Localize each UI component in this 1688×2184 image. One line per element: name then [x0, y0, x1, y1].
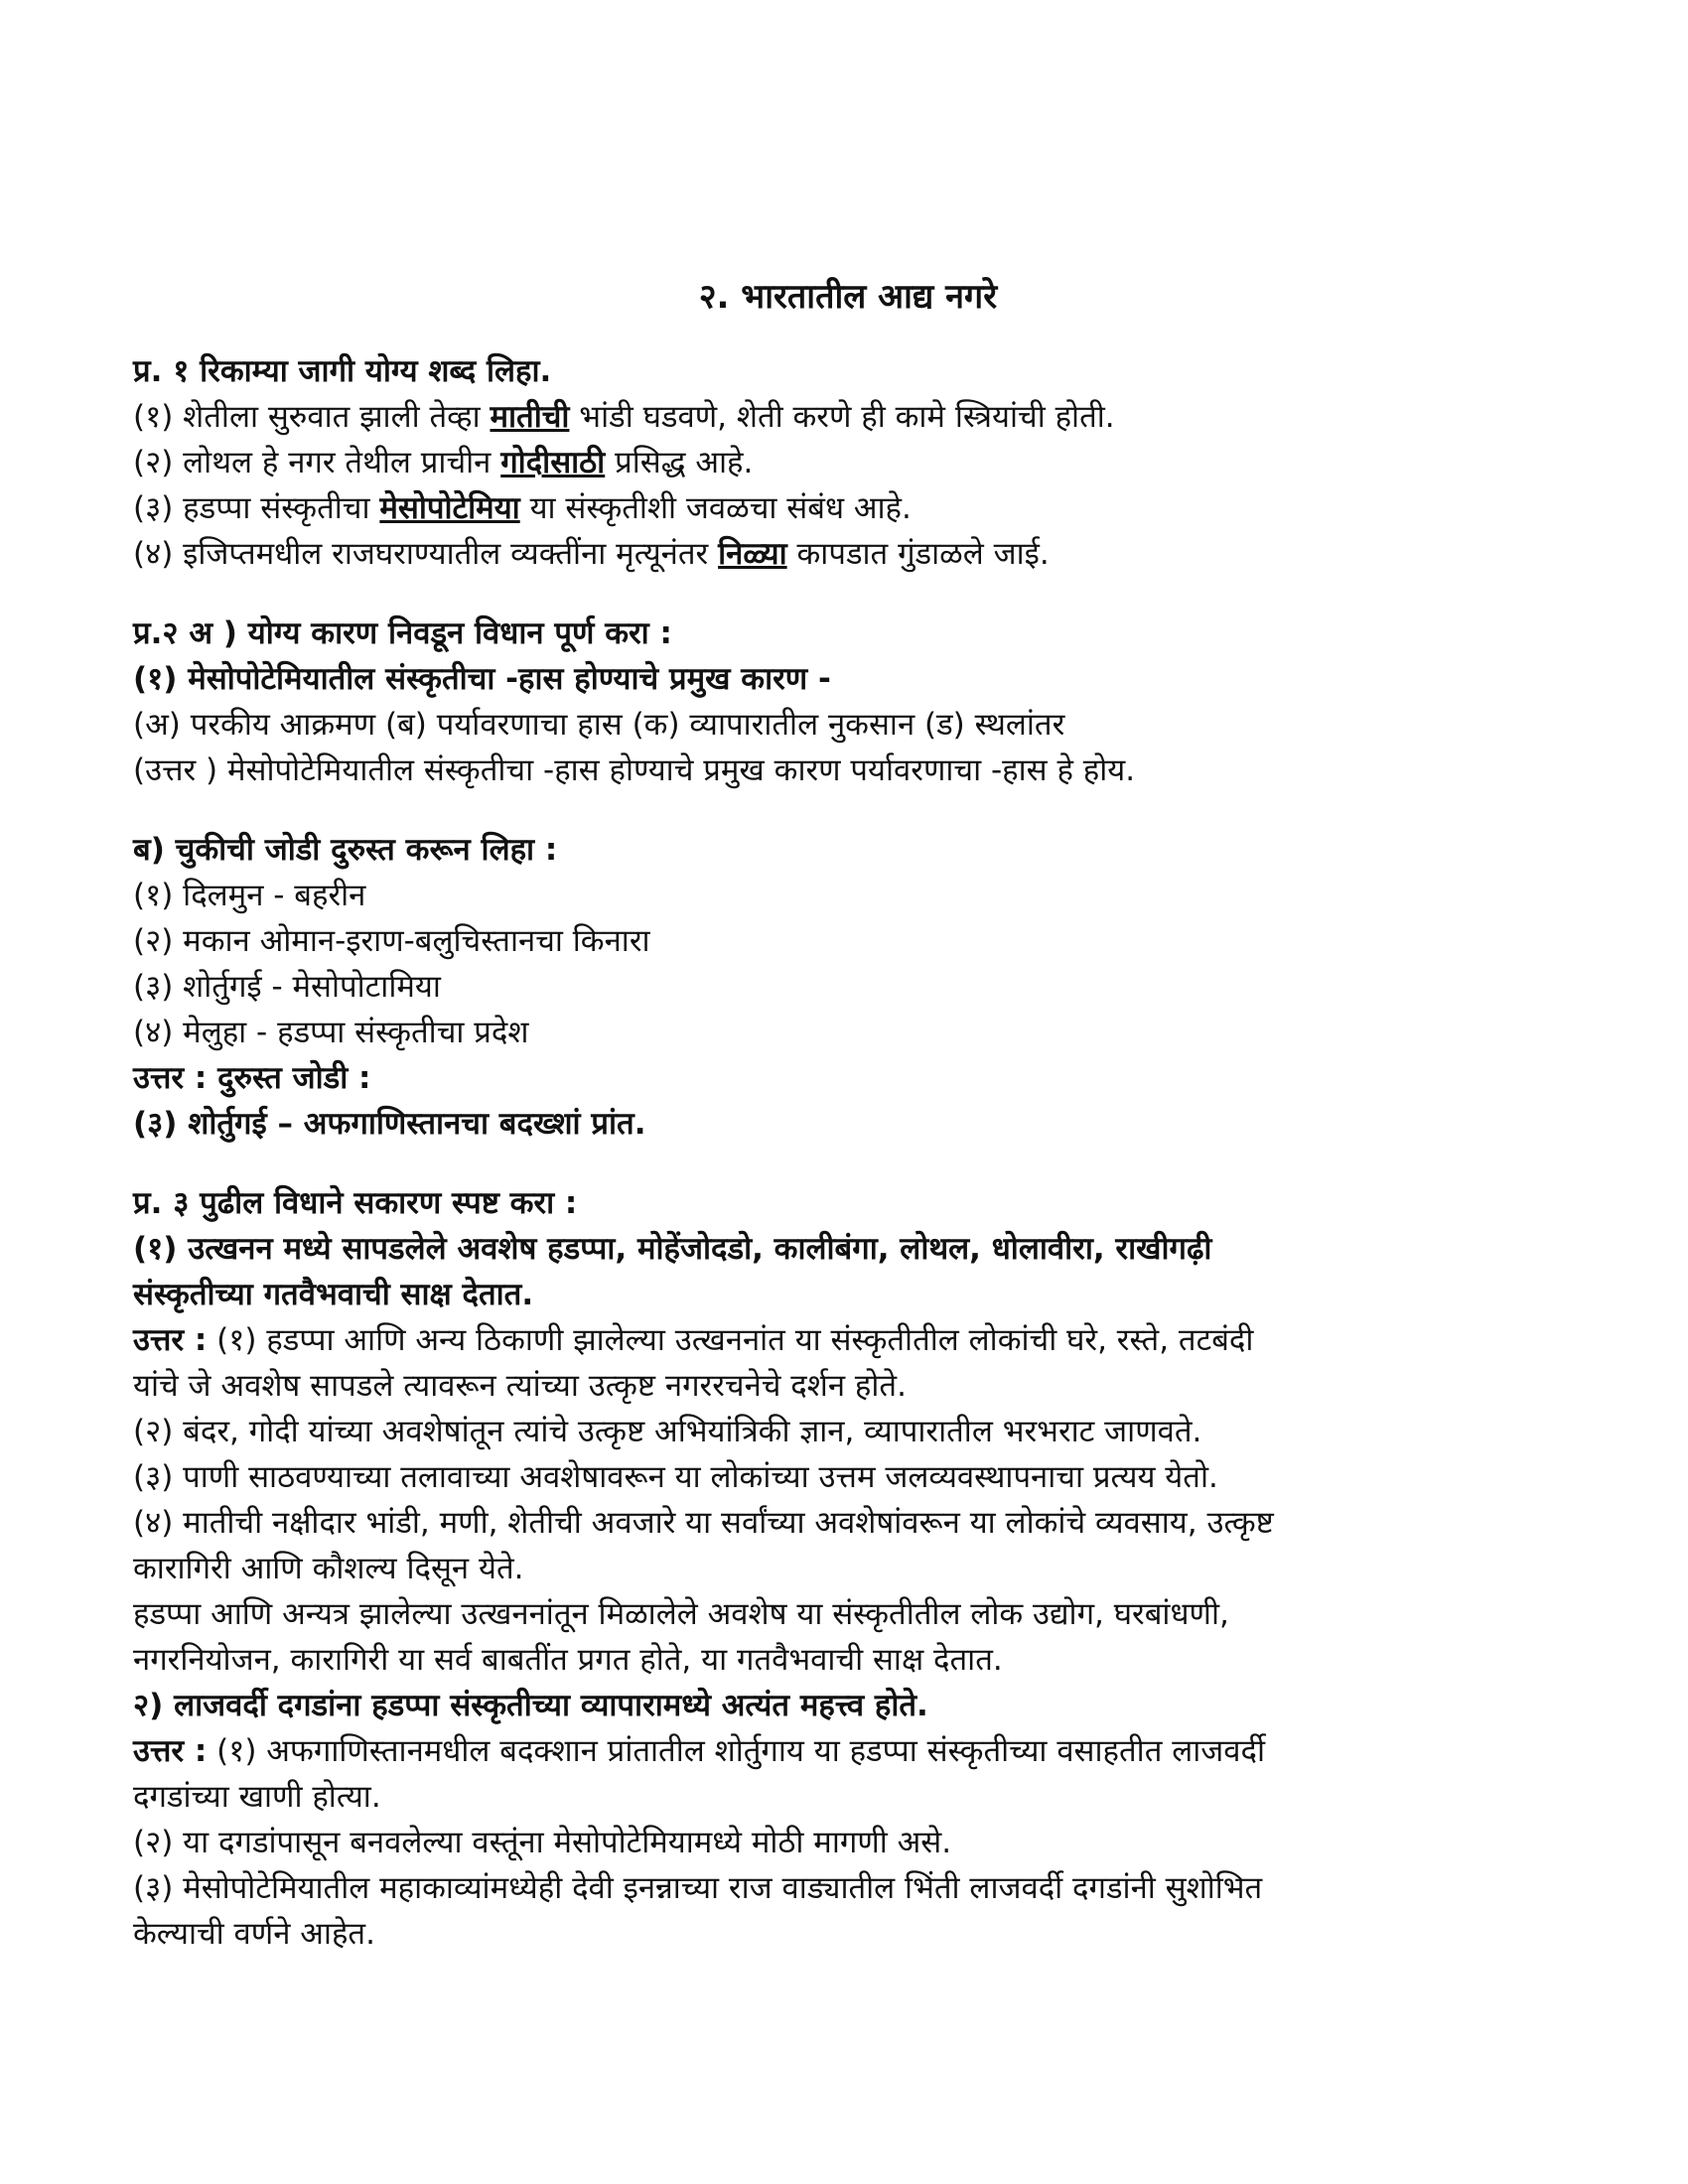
q2b-item-2: (२) मकान ओमान-इराण-बलुचिस्तानचा किनारा — [133, 923, 650, 959]
q3-statement-1-line-1: (१) उत्खनन मध्ये सापडलेले अवशेष हडप्पा, मोहेंजोदडो, कालीबंगा, लोथल, धोलावीरा, राखीगढ़ी — [133, 1231, 1212, 1267]
q1-item-4-pre: (४) इजिप्तमधील राजघराण्यातील व्यक्तींना मृत्यूनंतर — [133, 536, 719, 572]
q1-item-2 — [133, 441, 753, 482]
q3-s2-answer-3-line-1: (३) मेसोपोटेमियातील महाकाव्यांमध्येही देवी इनन्नाच्या राज वाड्यातील भिंती लाजवर्दी दगडांनी सुशोभित — [133, 1870, 1263, 1906]
q1-item-1-answer: मातीची — [490, 399, 570, 435]
q1-item-1-post: भांडी घडवणे, शेती करणे ही कामे स्त्रियांची होती. — [569, 399, 1115, 435]
q3-s1-answer-4-line-2: कारागिरी आणि कौशल्य दिसून येते. — [133, 1551, 524, 1586]
q1-item-2-pre: (२) लोथल हे नगर तेथील प्राचीन — [133, 445, 501, 480]
q1-item-3 — [133, 486, 912, 528]
answer-label: उत्तर : — [133, 1733, 208, 1769]
q1-item-4-post: कापडात गुंडाळले जाई. — [786, 536, 1050, 572]
q1-item-3-answer: मेसोपोटेमिया — [379, 490, 520, 526]
q3-s1-answer-2: (२) बंदर, गोदी यांच्या अवशेषांतून त्यांचे उत्कृष्ट अभियांत्रिकी ज्ञान, व्यापारातील भरभराट जाणवते. — [133, 1414, 1202, 1449]
q1-item-1 — [133, 395, 1115, 437]
q3-s1-answer-1-line-2: यांचे जे अवशेष सापडले त्यावरून त्यांच्या उत्कृष्ट नगररचनेचे दर्शन होते. — [133, 1368, 907, 1404]
q2b-item-4: (४) मेलुहा - हडप्पा संस्कृतीचा प्रदेश — [133, 1015, 529, 1050]
q2b-item-3: (३) शोर्तुगई - मेसोपोटामिया — [133, 969, 441, 1005]
q2a-answer: (उत्तर ) मेसोपोटेमियातील संस्कृतीचा -हास होण्याचे प्रमुख कारण पर्यावरणाचा -हास हे होय. — [133, 752, 1136, 788]
q1-heading: प्र. १ रिकाम्या जागी योग्य शब्द लिहा. — [133, 353, 552, 389]
q2b-answer-label: उत्तर : दुरुस्त जोडी : — [133, 1060, 371, 1096]
answer-text: (१) अफगाणिस्तानमधील बदक्शान प्रांतातील शोर्तुगाय या हडप्पा संस्कृतीच्या वसाहतीत लाजवर्दी — [207, 1733, 1265, 1769]
q2a-options: (अ) परकीय आक्रमण (ब) पर्यावरणाचा हास (क) व्यापारातील नुकसान (ड) स्थलांतर — [133, 707, 1065, 743]
q1-item-4-answer: निळ्या — [718, 536, 787, 572]
q3-statement-1-line-2: संस्कृतीच्या गतवैभवाची साक्ष देतात. — [133, 1277, 534, 1312]
q1-item-2-answer: गोदीसाठी — [500, 445, 606, 480]
q2a-subquestion: (१) मेसोपोटेमियातील संस्कृतीचा -हास होण्याचे प्रमुख कारण - — [133, 661, 831, 697]
q2b-heading: ब) चुकीची जोडी दुरुस्त करून लिहा : — [133, 832, 558, 868]
q1-item-3-pre: (३) हडप्पा संस्कृतीचा — [133, 490, 380, 526]
q3-s1-answer-1-line-1 — [133, 1318, 1253, 1360]
q3-s2-answer-2: (२) या दगडांपासून बनवलेल्या वस्तूंना मेसोपोटेमियामध्ये मोठी मागणी असे. — [133, 1825, 952, 1860]
q1-item-2-post: प्रसिद्ध आहे. — [605, 445, 754, 480]
q3-s1-answer-4-line-1: (४) मातीची नक्षीदार भांडी, मणी, शेतीची अवजारे या सर्वांच्या अवशेषांवरून या लोकांचे व्यवसाय, उत्कृष्ट — [133, 1505, 1274, 1541]
answer-label: उत्तर : — [133, 1322, 208, 1358]
answer-text: (१) हडप्पा आणि अन्य ठिकाणी झालेल्या उत्खननांत या संस्कृतीतील लोकांची घरे, रस्ते, तटबंदी — [207, 1322, 1254, 1358]
q1-item-3-post: या संस्कृतीशी जवळचा संबंध आहे. — [519, 490, 912, 526]
q1-item-1-pre: (१) शेतीला सुरुवात झाली तेव्हा — [133, 399, 491, 435]
q2a-heading: प्र.२ अ ) योग्य कारण निवडून विधान पूर्ण करा : — [133, 615, 672, 651]
q3-s2-answer-1-line-1 — [133, 1729, 1265, 1771]
q3-s2-answer-3-line-2: केल्याची वर्णने आहेत. — [133, 1916, 375, 1952]
q1-item-4 — [133, 532, 1050, 574]
q3-s1-answer-3: (३) पाणी साठवण्याच्या तलावाच्या अवशेषावरून या लोकांच्या उत्तम जलव्यवस्थापनाचा प्रत्यय येतो. — [133, 1459, 1218, 1495]
q3-s1-summary-line-1: हडप्पा आणि अन्यत्र झालेल्या उत्खननांतून मिळालेले अवशेष या संस्कृतीतील लोक उद्योग, घरबांधणी, — [133, 1596, 1229, 1632]
q3-heading: प्र. ३ पुढील विधाने सकारण स्पष्ट करा : — [133, 1185, 578, 1221]
q3-statement-2: २) लाजवर्दी दगडांना हडप्पा संस्कृतीच्या व्यापारामध्ये अत्यंत महत्त्व होते. — [133, 1688, 928, 1723]
q2b-answer: (३) शोर्तुगई – अफगाणिस्तानचा बदख्शां प्रांत. — [133, 1106, 646, 1142]
q3-s1-summary-line-2: नगरनियोजन, कारागिरी या सर्व बाबतींत प्रगत होते, या गतवैभवाची साक्ष देतात. — [133, 1642, 1003, 1678]
q3-s2-answer-1-line-2: दगडांच्या खाणी होत्या. — [133, 1779, 381, 1815]
q2b-item-1: (१) दिलमुन - बहरीन — [133, 878, 366, 913]
chapter-title: २. भारतातील आद्य नगरे — [698, 277, 998, 317]
